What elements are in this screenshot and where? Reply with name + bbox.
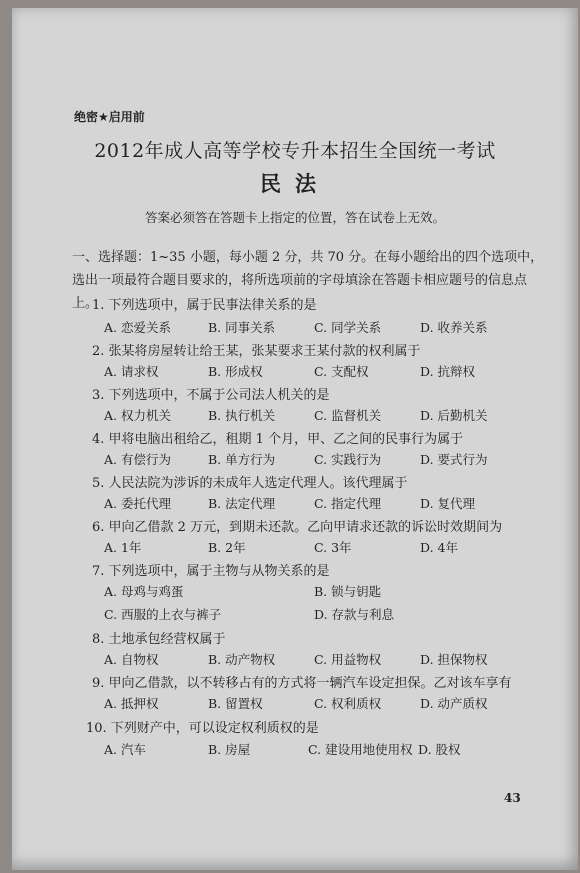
option-d: D. 复代理 bbox=[420, 496, 476, 511]
secret-label: 绝密★启用前 bbox=[74, 110, 145, 124]
option-b: B. 动产物权 bbox=[208, 652, 276, 667]
option-b: B. 法定代理 bbox=[208, 496, 276, 511]
option-c: C. 用益物权 bbox=[314, 652, 382, 667]
option-c: C. 西服的上衣与裤子 bbox=[104, 607, 222, 622]
question-stem: 2. 张某将房屋转让给王某，张某要求王某付款的权利属于 bbox=[92, 344, 421, 359]
option-b: B. 房屋 bbox=[208, 742, 251, 757]
option-a: A. 母鸡与鸡蛋 bbox=[104, 584, 184, 599]
option-a: A. 请求权 bbox=[104, 364, 159, 379]
option-b: B. 执行机关 bbox=[208, 408, 276, 423]
option-a: A. 抵押权 bbox=[104, 696, 159, 711]
exam-title: 2012年成人高等学校专升本招生全国统一考试 bbox=[94, 140, 496, 162]
option-b: B. 单方行为 bbox=[208, 452, 276, 467]
option-c: C. 建设用地使用权 bbox=[308, 742, 413, 757]
question-stem: 3. 下列选项中，不属于公司法人机关的是 bbox=[92, 388, 330, 403]
page-number: 43 bbox=[504, 791, 521, 805]
option-b: B. 锁与钥匙 bbox=[314, 584, 382, 599]
option-c: C. 3年 bbox=[314, 540, 352, 555]
option-c: C. 权利质权 bbox=[314, 696, 382, 711]
exam-paper bbox=[12, 8, 578, 870]
answer-instruction: 答案必须答在答题卡上指定的位置，答在试卷上无效。 bbox=[144, 210, 445, 225]
option-b: B. 同事关系 bbox=[208, 320, 276, 335]
option-c: C. 支配权 bbox=[314, 364, 369, 379]
option-d: D. 收养关系 bbox=[420, 320, 488, 335]
question-stem: 5. 人民法院为涉诉的未成年人选定代理人。该代理属于 bbox=[92, 476, 408, 491]
option-c: C. 指定代理 bbox=[314, 496, 382, 511]
option-d: D. 后勤机关 bbox=[420, 408, 488, 423]
question-stem: 4. 甲将电脑出租给乙，租期 1 个月，甲、乙之间的民事行为属于 bbox=[92, 432, 464, 447]
option-d: D. 要式行为 bbox=[420, 452, 488, 467]
question-stem: 9. 甲向乙借款，以不转移占有的方式将一辆汽车设定担保。乙对该车享有 bbox=[92, 676, 512, 691]
option-d: D. 4年 bbox=[420, 540, 458, 555]
question-stem: 6. 甲向乙借款 2 万元，到期未还款。乙向甲请求还款的诉讼时效期间为 bbox=[92, 520, 503, 535]
option-b: B. 留置权 bbox=[208, 696, 263, 711]
option-d: D. 股权 bbox=[418, 742, 461, 757]
option-c: C. 同学关系 bbox=[314, 320, 382, 335]
option-c: C. 监督机关 bbox=[314, 408, 382, 423]
option-a: A. 汽车 bbox=[104, 742, 146, 757]
question-stem: 10. 下列财产中，可以设定权利质权的是 bbox=[86, 721, 319, 736]
option-a: A. 权力机关 bbox=[104, 408, 171, 423]
option-d: D. 担保物权 bbox=[420, 652, 488, 667]
option-b: B. 2年 bbox=[208, 540, 246, 555]
option-d: D. 动产质权 bbox=[420, 696, 488, 711]
option-a: A. 1年 bbox=[104, 540, 142, 555]
option-a: A. 委托代理 bbox=[104, 496, 171, 511]
option-c: C. 实践行为 bbox=[314, 452, 382, 467]
question-stem: 7. 下列选项中，属于主物与从物关系的是 bbox=[92, 564, 330, 579]
option-a: A. 有偿行为 bbox=[104, 452, 171, 467]
question-stem: 8. 土地承包经营权属于 bbox=[92, 632, 226, 647]
option-b: B. 形成权 bbox=[208, 364, 263, 379]
option-a: A. 恋爱关系 bbox=[104, 320, 171, 335]
section-heading: 一、选择题：1~35 小题，每小题 2 分，共 70 分。在每小题给出的四个选项中，选出一项最符合题目要求的，将所选项前的字母填涂在答题卡相应题号的信息点上。 bbox=[72, 250, 544, 311]
subject-title: 民法 bbox=[260, 172, 330, 196]
option-d: D. 抗辩权 bbox=[420, 364, 476, 379]
option-a: A. 自物权 bbox=[104, 652, 159, 667]
question-stem: 1. 下列选项中，属于民事法律关系的是 bbox=[92, 298, 317, 313]
option-d: D. 存款与利息 bbox=[314, 607, 395, 622]
